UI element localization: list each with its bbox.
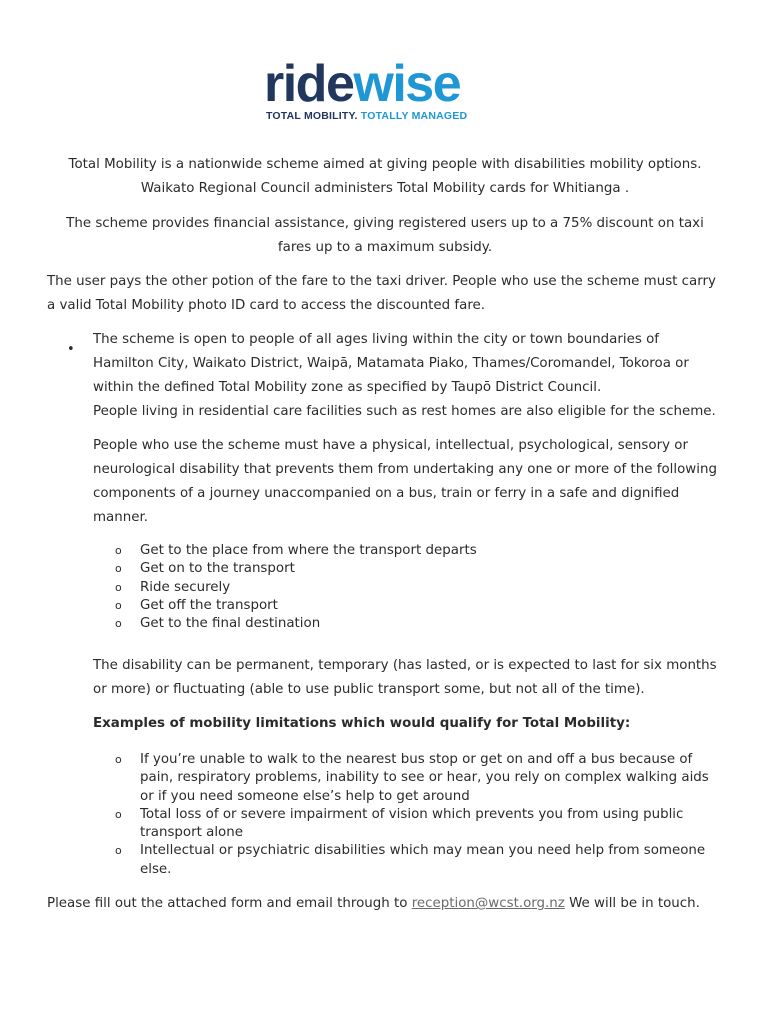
intro-line-1: Total Mobility is a nationwide scheme aimed at giving people with disabilities mobility options. xyxy=(68,157,702,172)
closing-text-before: Please fill out the attached form and email through to xyxy=(47,896,412,911)
list-item xyxy=(93,560,723,578)
logo-wise: wise xyxy=(353,55,461,113)
sub-bullet-marker: o xyxy=(115,544,122,557)
ridewise-logo xyxy=(264,56,514,128)
subsidy-paragraph: The scheme provides financial assistance, giving registered users up to a 75% discount on taxi fares up to a maximum subsidy. xyxy=(66,216,704,255)
user-pays-paragraph: The user pays the other potion of the fare to the taxi driver. People who use the scheme must carry a valid Total Mobility photo ID card to access the discounted fare. xyxy=(47,274,716,313)
journey-step: Get off the transport xyxy=(140,597,278,613)
closing-paragraph xyxy=(47,892,737,916)
list-item xyxy=(93,615,723,633)
journey-step: Get on to the transport xyxy=(140,561,295,577)
sub-bullet-marker: o xyxy=(115,753,122,766)
list-item xyxy=(93,579,723,597)
logo-tagline-part1: TOTAL MOBILITY. xyxy=(266,110,361,122)
logo-ride: ride xyxy=(264,55,354,113)
example-item: If you’re unable to walk to the nearest bus stop or get on and off a bus because of pain, respiratory problems, inability to see or hear, you rely on complex walking aids or if you need someone else’s help to get around xyxy=(140,752,709,804)
sub-bullet-marker: o xyxy=(115,562,122,576)
closing-text-after: We will be in touch. xyxy=(564,896,700,911)
intro-line-2: Waikato Regional Council administers Total Mobility cards for Whitianga . xyxy=(140,181,630,196)
logo-tagline-part2: TOTALLY MANAGED xyxy=(360,110,468,122)
sub-bullet-marker: o xyxy=(115,598,122,612)
list-item xyxy=(93,751,723,806)
sub-bullet-marker: o xyxy=(115,617,122,631)
example-item: Total loss of or severe impairment of vision which prevents you from using public transport alone xyxy=(140,806,684,841)
journey-step: Ride securely xyxy=(140,579,231,595)
eligibility-paragraph: The scheme is open to people of all ages living within the city or town boundaries of Hamilton City, Waikato District, Waipā, Matamata Piako, Thames/Coromandel, Tokoroa or within the defined Total Mobility zone as specified by Taupō District Council. xyxy=(93,332,689,395)
examples-list xyxy=(93,751,723,879)
journey-step: Get to the final destination xyxy=(140,616,321,632)
bullet-marker: • xyxy=(67,342,75,357)
list-item xyxy=(93,542,723,560)
examples-heading: Examples of mobility limitations which would qualify for Total Mobility: xyxy=(93,716,631,731)
list-item xyxy=(93,597,723,615)
disability-paragraph: People who use the scheme must have a physical, intellectual, psychological, sensory or neurological disability that prevents them from undertaking any one or more of the following components of a journey unaccompanied on a bus, train or ferry in a safe and dignified manner. xyxy=(93,438,717,525)
journey-step: Get to the place from where the transport departs xyxy=(140,543,477,558)
residential-paragraph: People living in residential care facilities such as rest homes are also eligible for the scheme. xyxy=(93,404,716,419)
sub-bullet-marker: o xyxy=(115,580,122,594)
example-item: Intellectual or psychiatric disabilities which may mean you need help from someone else. xyxy=(140,843,706,877)
logo-tagline xyxy=(266,110,467,122)
logo-wordmark xyxy=(264,56,514,112)
sub-bullet-marker: o xyxy=(115,844,122,858)
sub-bullet-marker: o xyxy=(115,807,122,821)
list-item xyxy=(93,806,723,843)
journey-steps-list xyxy=(93,542,723,633)
duration-paragraph: The disability can be permanent, temporary (has lasted, or is expected to last for six months or more) or fluctuating (able to use public transport some, but not all of the time). xyxy=(93,658,717,697)
list-item xyxy=(93,842,723,879)
email-link[interactable]: reception@wcst.org.nz xyxy=(411,896,565,911)
